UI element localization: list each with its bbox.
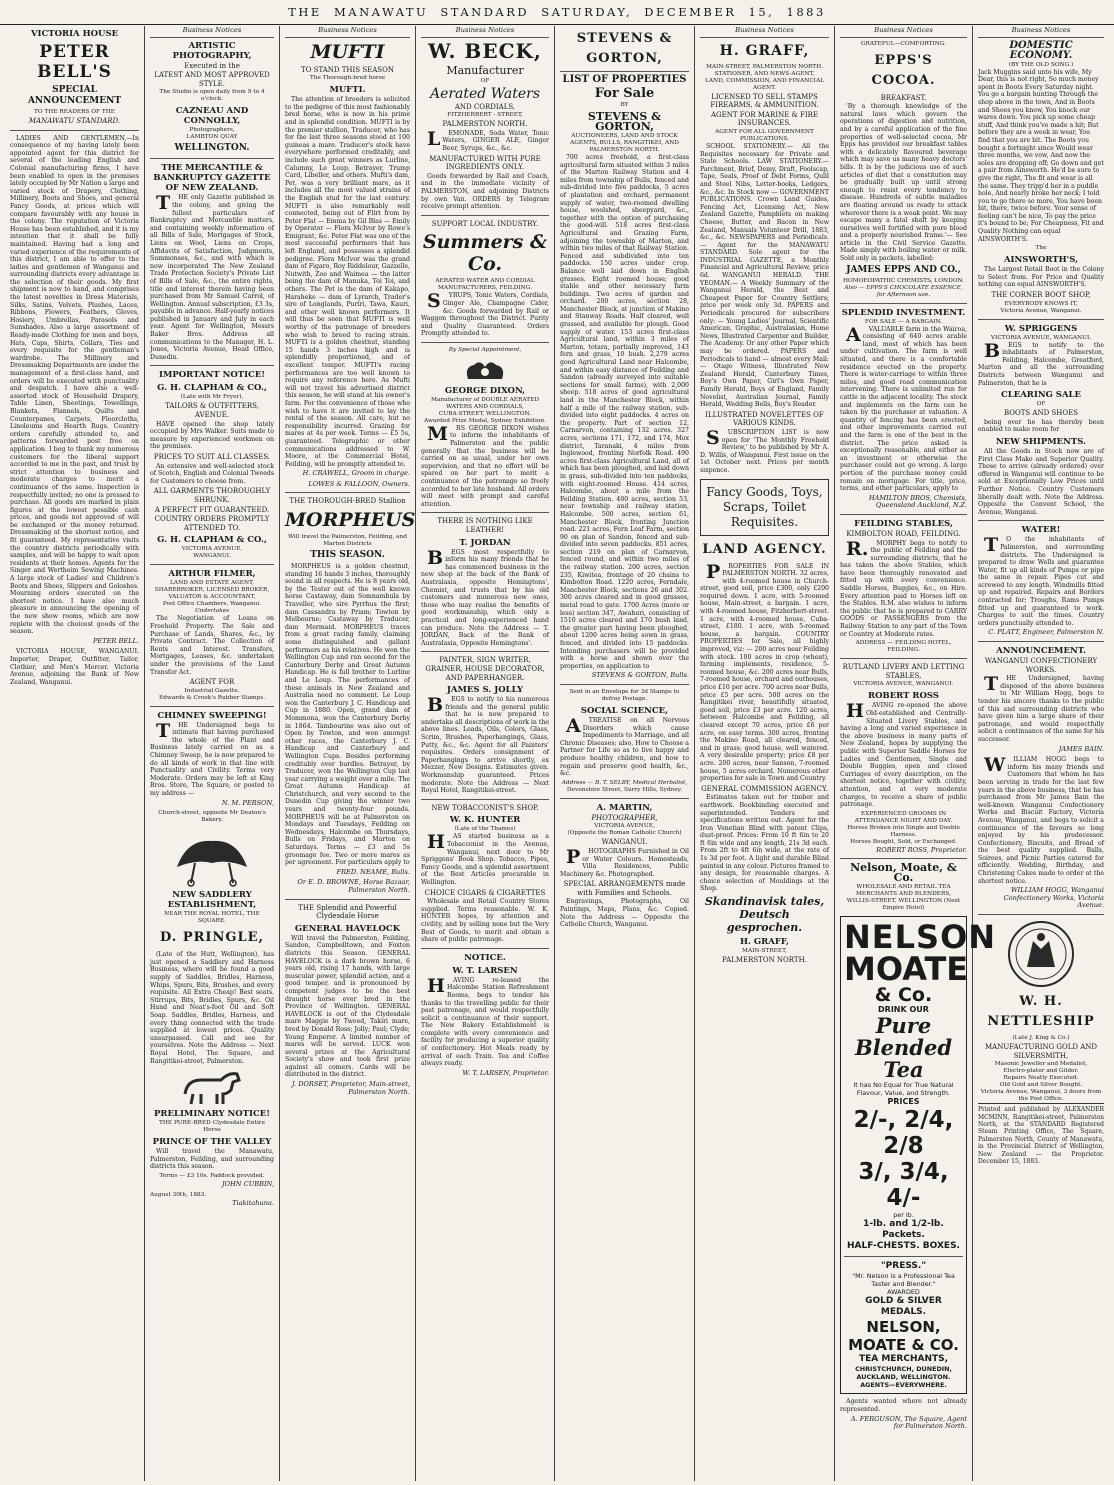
ad-body: HAVE opened the shop lately occupied by Mrs Walker. Suits made to measure by experienced workmen on the premises.	[150, 420, 274, 451]
ad-text: PHOTOGRAPHER,	[591, 813, 658, 822]
ad-text: THE Splendid and Powerful Clydesdale Horse	[298, 903, 397, 921]
column-2	[145, 26, 280, 1481]
morpheus-body: MORPHEUS is a golden chestnut, standing 16 hands 3 inches, thoroughly sound in all respects. He is 8 years old, by the Tester out of the well known horse Castaway, dam Somnambula by Traveller, who sire Pyrrhus the first; dam Cassandra by Priam; Towton by Melbourne; Castaway by Traducer, dam Mermaid. MORPHEUS traces from a great racing family, claiming some distinguished and gallant performers as his relatives. He won the Wellington Cup and ran second for the Canterbury Derby and Great Autumn Handicap. He is full brother to Lurline and Le Loup. The performances of these animals in New Zealand and Australia need no comment. Le Loup won the Canterbury J. C. Handicap and Cup in 1880. Open, grand dam of Mommona, won the Canterbury Derby in 1864. Tambourine was also out of Open by Towton, and won amongst other races, the Canterbury J. C. Handicap and Canterbury and Wellington Cups. Besides performing creditably over hurdles. Betrayer, by Traducer, won the Wellington Cup last year carrying a weight over a mile. The Great Autumn Handicap at Christchurch, and very second to the Dunedin Cup giving the winner two years and twenty-four pounds. MORPHEUS will be at Palmerston on Mondays and Tuesdays, Feilding on Wednesdays, Halcombe on Thursdays, Bulls on Fridays, and Marton on Saturdays. Terms — £3 and 5s groomage fee. Two or more mares as per agreement. For particulars apply to	[285, 563, 410, 867]
graff-title: H. GRAFF,	[719, 42, 810, 59]
splendid-investment-heading: SPLENDID INVESTMENT.	[841, 307, 966, 318]
ad-text: By Special Appointment,	[448, 346, 522, 353]
properties-list: 700 acres freehold, a first-class agricultural farm situated within 3 miles of the Marton Railway Station and 4 miles from township of Bulls, fenced and sub-divided into five paddocks, 5 acres of plantation and orchard, permanent supply of water, two-roomed dwelling house, woolshed, sheepyard, &c., together with the option of purchasing the good-will. 518 acres first-class Agricultural and Grazing Farm, adjoining the township of Marton, and within two miles of that Railway Station. Fenced and subdivided into ten paddocks. 150 acres under crop. Balance well laid down in English grasses. Eight roomed house; good stable and other necessary farm buildings. Two acres of garden and orchard. 200 acres, section 28, Manchester Block, at junction of Makino and Stanway Roads. Half cleared, well grassed, and available for plough. Good supply of water. 153 acres first-class Agricultural land, within 3 miles of Marton, totara, partially improved, 143 fern and grass, 10 bush. 2,279 acres good Agricultural Land near Halcombe, and within easy distance of Feilding and Sandon (already surveyed into suitable sections for small farms), with 2,000 sheep. 518 acres of good agricultural land in the Manchester Block, within half a mile of the railway station, sub-divided into eight paddocks. 4 acres on the property. Part of section 12, Carnarvon, containing 132 acres. 327 acres, sections 171, 172, and 174, Mox district, Taranaki, 4 miles from Inglewood, fronting Norfolk Road. 490 acres first-class Agricultural Land, all of which has been ploughed, and laid down in grass, sub-divided into ten paddocks, with eight-roomed House. 414 acres, Halcombe, about a mile from the Feilding Station. 400 acres, section 53, near township and railway station, Halcombe. 500 acres, section 61, Manchester Block, fronting Junction road. 221 acres, Fern Leaf Farm, section 90 on plan of Sandon, fenced and sub-divided into seven paddocks. 851 acres, section 219 on plan of Carnarvon, fenced round, and within two miles of the railway station. 200 acres, section 235, Kiwitea, frontage of 20 chains to Kimbolton Road. 1220 acres, Ferndale, Manchester Block, sections 26 and 302. 300 acres cleared and in good grasses, metal road to gate. 1700 Acres (more or less) section 347, Awahuri, consisting of 1510 acres cleared and 170 bush land, the greater part having been ploughed, about 1200 acres being sown in grass, fenced, and divided into 15 paddocks. Intending purchasers will be provided with a horse and shown over the properties, on application to	[560, 154, 689, 670]
ad-text: Awarded Prize Medal, Sydney Exhibition.	[424, 417, 546, 424]
mufti-title: MUFTI	[310, 40, 385, 63]
ad-body: An extensive and well-selected stock of Scotch, English and Colonial Tweeds for Customers to choose from.	[150, 462, 274, 485]
ad-text: KIMBOLTON ROAD, FEILDING.	[846, 529, 961, 538]
ad-body: (Late of the Hutt, Wellington), has just opened a Saddlery and Harness Business, where will be found a good supply of Saddles, Bridles, Harness, Whips, Spurs, Bits, Brushes, and every requisite. All Extra Cheap! Best seats. Stirrups, Bits, Bridles, Spurs, &c. Oil Hand and Neat's-foot Oil and Soft Soap. Saddles, Bridles, Harness, and every thing connected with the trade supplied at lowest prices. Quality unsurpassed. Call and see for yourselves. Note the Address — Next Royal Hotel, The Square, and Rangitikei-street, Palmerston.	[150, 951, 274, 1065]
ad-text: BREAKFAST.	[880, 93, 927, 102]
moate-logo: MOATE	[844, 950, 969, 989]
business-notices-label: Business Notices	[285, 26, 410, 38]
graff-body: SCHOOL STATIONERY.— All the Requisites necessary for Private and State Schools. LAW STATIONERY.— Parchment, Brief, Demy, Draft, Foolscap, Tape, Seals, Proof of Debt Forms, Quill and Steel Nibs, Letter-books, Ledgers, &c., &c. In Stock now — GOVERNMENT PUBLICATIONS. Crown Land Guides, Fencing Act, Licensing Act, New Zealand Gazette, Pamphlets on making Cheese, Butter, and Bacon in New Zealand, Manuals Volunteer Drill, 1883, &c., &c. NEWSPAPERS and Periodicals.— Agent for the MANAWATU STANDARD. Sole agent for the INDUSTRIAL GAZETTE, a Monthly Financial and Agricultural Review, price 6d. WANGANUI HERALD. THE YEOMAN.— A Weekly Summary of the Wanganui Herald, the Best and Cheapest Paper for Country Settlers; price per week only 3d. PAPERS and Periodicals procured for subscribers only: — Young Ladies' Journal, Scientific American, Graphic, Australasian, Home News, Illustrated Carpenter and Builder, The Academy. Or any other Paper which may be ordered. PAPERS and Periodicals to hand — almost every Mail: — Otago Witness, Illustrated New Zealand Herald, Canterbury Times, Boy's Own Paper, Girl's Own Paper, Family Herald, Boys of England, Family Novelist, Australian Journal, Family Herald, Wedding Bells, Boy's Reader.	[700, 142, 829, 409]
divider	[560, 684, 689, 685]
firm-name: T. JORDAN	[459, 537, 511, 548]
ad-body: R.MORPHY begs to notify to the public of Feilding and the surrounding districts, that he has taken the above Stables, which have been thoroughly renovated and fitted up with every convenience. Saddle Horses, Buggies, &c., on Hire. Every attention paid to Horses left on the Stables. R.M. also wishes to inform the public that he is prepared to CARRY GOODS or PASSENGERS from the Railway Station to any part of the Town or Country at Moderate rates.	[840, 537, 967, 638]
ad-text: BOOTS AND SHOES	[1003, 409, 1078, 418]
ad-text: Terms — £3 10s. Paddock provided.	[159, 1172, 265, 1179]
gazette-heading: THE MERCANTILE & BANKRUPTCY GAZETTE OF NEW ZEALAND.	[153, 163, 271, 194]
chimney-heading: CHIMNEY SWEEPING!	[157, 710, 267, 721]
ad-text: (Late J. King & Co.)	[1012, 1035, 1070, 1042]
stevens-gorton-title: STEVENS & GORTON,	[560, 29, 689, 72]
ad-text: LAND, COMMISSION, AND FINANCIAL AGENT.	[704, 77, 824, 91]
ad-text: TO STAND THIS SEASON	[301, 65, 394, 74]
ad-text: OF	[480, 77, 490, 84]
ad-text: Photographers,	[189, 127, 235, 134]
divider	[978, 520, 1104, 521]
land-agency-heading: LAND AGENCY.	[702, 541, 827, 557]
tea-prices-row-2: 3/, 3/4, 4/-	[858, 1159, 949, 1212]
ad-text: Manufacturer of DOUBLE AERATED WATERS AND CORDIALS,	[431, 396, 539, 410]
ad-body: PROPERTIES FOR SALE IN PALMERSTON NORTH. 32 acres, with 4-roomed house in Church-street, good soil, price £300, only £200 required down. 1 acre, with 5-roomed house, Main-street, a bargain. 1 acre, with 4-roomed house, Fitzherbert-street. 1 acre, with 4-roomed house, Cuba-street, £180. 1 acre, with 5-roomed house, a bargain. COUNTRY PROPERTIES for Sale, all highly improved, viz: — 200 acres near Feilding with stock. 100 acres in crop (wheat), farming implements, residence, 5-roomed house, &c. 200 acres near Bulls, 7-roomed house, orchard and outhouses, price £10 per acre. 700 acres near Bulls, price £5 per acre. 500 acres on the Rangitikei river, beautifully situated, good soil, price £3 per acre. 120 acres, between Halcombe and Feilding, all cleared except 70 acres, price £6 per acre, on easy terms. 300 acres, fronting the Makino Road, all cleared, fenced, and in grass; good house, well watered. A very desirable property; price £8 per acre. 200 acres, near Sanson, 7-roomed house, 5 acres orchard. Numerous other properties for sale in Town and Country.	[700, 560, 829, 783]
tea-prices-row-1: 2/-, 2/4, 2/8	[853, 1107, 954, 1160]
divider	[840, 658, 967, 659]
ad-body: PHOTOGRAPHS Furnished in Oil or Water Colours. Homesteads, Villa Residences, Public Machinery &c. Photographed.	[560, 845, 689, 878]
ad-text: VICTORIA AVENUE, WANGANUI.	[990, 334, 1092, 341]
ad-text: 1-lb. and 1/2-lb. Packets.	[863, 1219, 944, 1241]
firm-name: W. SPRIGGENS	[1004, 323, 1078, 334]
summers-title: Summers & Co.	[422, 231, 548, 276]
ad-text: MAIN-STREET,	[742, 948, 787, 955]
ad-signature: WILLIAM HOGG, Wanganui Confectionery Works, Victoria Avenue.	[1003, 886, 1104, 910]
firm-name: JAMES S. JOLLY	[446, 685, 524, 696]
jeweller-seal-icon	[1001, 919, 1081, 989]
ad-text: (Late of the Thames)	[454, 826, 516, 833]
paper-name: MANAWATU STANDARD.	[28, 117, 121, 125]
ad-body: SUBSCRIPTION LIST is now open for 'The Monthly Freehold Review,' to be published by Mr A. D. Willis, of Wanganui. First issue on the 1st October next. Prices per month sixpence.	[700, 426, 829, 474]
ad-text: The	[1035, 245, 1047, 252]
photography-heading: ARTISTIC PHOTOGRAPHY,	[172, 40, 252, 61]
ad-text: HOMOEOPATHIC CHEMISTS, LONDON.	[842, 277, 965, 284]
ad-signature: LOWES & FALLOON, Owners.	[308, 479, 410, 488]
nelson-moate-tea-ad	[840, 916, 997, 1394]
ad-text: Will travel the Palmerston, Feilding, and Marton Districts	[288, 534, 407, 548]
ad-text: TAILORS & OUTFITTERS, AVENUE.	[165, 402, 259, 420]
preliminary-notice-heading: PRELIMINARY NOTICE!	[154, 1109, 270, 1120]
nelson-moate-heading: Nelson, Moate, & Co.	[850, 861, 957, 885]
ad-text: SPECIAL ARRANGEMENTS made with Families and Schools.	[563, 880, 686, 897]
ad-text: MAIN-STREET, PALMERSTON NORTH.	[705, 63, 824, 70]
column-5	[555, 26, 695, 1481]
ad-text: (Opposite the Roman Catholic Church)	[567, 830, 682, 837]
divider	[840, 303, 967, 304]
fancy-goods-heading: Fancy Goods, Toys, Scraps, Toilet Requisites.	[706, 484, 823, 529]
ad-text: OF	[1036, 401, 1046, 408]
ad-text: THE CORNER BOOT SHOP,	[991, 291, 1091, 300]
notice-heading: NOTICE.	[464, 952, 506, 963]
ad-signature: A. FERGUSON, The Square, Agent for Palmerston North.	[850, 1414, 967, 1431]
peter-bell-signature: PETER BELL.	[92, 636, 139, 645]
ad-text: Horses Bought, Sold, or Exchanged.	[850, 838, 957, 845]
ad-text: Post Office Chambers, Wanganui.	[162, 601, 262, 608]
newspaper-columns	[5, 26, 1111, 1481]
nelson-logo: NELSON	[844, 918, 997, 957]
poem-body: Jack Muggins said unto his wife, My Dear, this is not right, So much money spent in Boots Every Saturday night. You go a bargain hunting Through the shop above in the town, And in Boots and Shoes you know, You knock our wares down. You pick up some cheap stuff, And think you've made a hit; But before they are a week in wear, You find that you are bit. The Boots you bought a fortnight since Would wear three months, we vow, And now the soles are dropping off; Go down and get a pair from Ainsworth. He'd be sure to give the right, The fit and wear is all the same. They tripp'd her in a puddle hole, And nearly broke her neck; I told you to go there so more, You have been bit, there, twice before. Your sense of feeling can't be nice, To pay the price it's bound to be; For Cheapness, Fit and Quality Nothing can equal AINSWORTH'S.	[978, 68, 1104, 243]
ad-body: Estimates taken out for timber and earthwork. Bookbinding executed and superintended. Tenders and specifications written out. Agent for the Iron Venetian Blind with patent Clips, dust-proof. Prices: From 10 ft 6in to 20 ft 6in wide and any length, 21s 3d each. From 2ft to 4ft 6in wide, at the rate of 1s 3d per foot. A light and durable Blind painted in any colour. Pictures framed to any design, for reasonable charges. A choice selection of Mouldings at the Shop.	[700, 794, 829, 893]
ad-text: CHRISTCHURCH, DUNEDIN, AUCKLAND, WELLINGTON.	[855, 1365, 952, 1382]
ad-text: NEW TOBACCONIST'S SHOP.	[431, 803, 539, 812]
divider	[10, 130, 139, 131]
ad-text: MANUFACTURED WITH PURE INGREDIENTS ONLY.	[429, 154, 541, 172]
divider	[421, 512, 549, 513]
column-8	[973, 26, 1109, 1481]
ad-text: PALMERSTON NORTH.	[442, 120, 528, 129]
column-7	[835, 26, 997, 1481]
ad-body: HAS started business as a Tobacconist in the Avenue, Wanganui, next door to Mr Spriggens' Book Shop. Tobacco, Pipes, Fancy Goods, and a splendid assortment of the Best Articles procurable in Wellington.	[421, 831, 549, 886]
saddle-illustration-icon	[167, 827, 257, 887]
ad-text: ADDRESS — FEILDING HOTEL, FEILDING.	[855, 640, 952, 654]
important-notice-heading: IMPORTANT NOTICE!	[158, 370, 266, 381]
divider	[150, 365, 274, 366]
ad-text: Manufacturer	[446, 63, 524, 77]
feilding-stables-heading: FEILDING STABLES,	[854, 518, 953, 529]
mufti-body: The attention of breeders is solicited to the pedigree of this most fashionably bred horse, who is now in his prime and in splendid condition. MUFTI is by the premier stallion, Traducer, who has for the last three seasons stood at 100 guineas a mare. Traducer's stock have everywhere performed creditably, and include such great winners as Lurline, Calumny, Le Loup, Betrayer, Trump Card, Libeller, and others. Mufti's dam, Pet, was a very brilliant mare, as it includes all the most valued strains of the English stud for the last century. MUFTI is also remarkably well connected, being out of Flirt from by Peter Flat — Emma by Gil Blas — Emily by Operator — Flora McIvor by Rowe's Emigrant, &c. Peter Flat was one of the most successful performers that has left England, and possesses a splendid pedigree. Flora McIvor was the grand dam of Figaro, Roy Riddelour, Gazzelle, Nutwith, Zoe and Waimea — the latter being the dam of Manuka, Toi Toi, and others. The Pet is the dam of Kakapo, Haraheke — dam of Lyrarch, Trader's sire of Longlands, Puriri, Tawa, Kauri, and other well known performers. It will thus be seen that MUFTI is well worthy of the patronage of breeders who wish to breed to racing strain. MUFTI is a golden chestnut, standing 15 hands 3 inches high and is splendidly proportioned, and of excellent temper. MUFTI's racing performances are too well known to require any reference here. As Mufti will not travel his advertised district this season, he will stand at his owner's farm. For the convenience of those who wish to have it are invited to lay the rental of the season. All care, but no responsibility incurred. Grazing for mares at 4s per week. Terms — £5 5s, guaranteed. Telegraphic or other communications addressed to W. Moore, at the Commercial Hotel, Feilding, will be promptly attended to.	[285, 96, 410, 468]
ad-text: Edwards & Crook's Rubber Stamps.	[158, 694, 266, 701]
ad-body: BEGS to notify to the inhabitants of Palmerston, Feilding, Halcombe, Greatford, Marton and all the surrounding Districts between Wanganui and Palmerston, that he is	[978, 339, 1104, 387]
horse-name: PRINCE OF THE VALLEY	[152, 1137, 272, 1148]
ad-text: GRATEFUL—COMFORTING.	[860, 40, 947, 47]
business-notices-label: Business Notices	[978, 26, 1104, 38]
ad-body: WILLIAM HOGG begs to inform his many friends and Customers that whom he has been serving in trade for the last few years in the above business, that he has purchased from Mr James Bain the well-known Wanganui Confectionery Works and Biscuit Factory, Victoria Avenue, Wanganui, and begs to solicit a continuance of the favours so long enjoyed by his predecessor. Confectionery, Biscuits, and Bread of the best quality supplied. Balls, Soirees, and Picnic Parties catered for efficiently. Wedding, Birthday, and Christening Cakes made to order at the shortest notice.	[978, 754, 1104, 885]
ad-body: BEGS to notify to his numerous friends and the general public that he is now prepared to undertake all descriptions of work in the above lines. Leads, Oils, Colors, Glass, Scrim, Brushes, Paperhangings, Glass, Putty, &c., &c. Agent for all Painters' requisites. Orders consignment of Paperhangings to arrive shortly, ex Mezzer, New Designs. Estimates given. Workmanship guaranteed. Prices moderate. Note the Address — Next Royal Hotel, Rangitikei-street.	[421, 694, 549, 795]
ad-body: ATREATISE on all Nervous Disorders which cause Impediments to Marriage, and all Chronic Diseases; also, How to Choose a Partner for Life so as to live happy and produce healthy children, and how to regain and preserve good health, &c., &c.	[560, 714, 689, 778]
business-notices-label: Business Notices	[840, 26, 967, 38]
ad-text: Undertakes	[194, 608, 230, 615]
divider	[421, 215, 549, 216]
ad-text: Church-street, opposite Mr Deaton's Bakery.	[158, 810, 266, 824]
ad-body: Wholesale and Retail Country Stores supplied. Terms reasonable. W. K. HUNTER hopes, by attention and civility, and by selling none but the Very Best of Goods, to merit and obtain a share of public patronage.	[421, 898, 549, 944]
ad-text: TEA MERCHANTS,	[858, 1354, 949, 1365]
ad-body: AVALUABLE farm in the Wairoa, consisting of 640 acres arable land, most of which has been under cultivation. The farm is well situated, and there is a comfortable residence erected on the property. There is water-carriage to within three miles, and good road communication intervening. There is unlimited run for cattle in the adjacent locality. The stock and implements on the farm can be taken by the purchaser at valuation. A quantity of fencing has been erected, and other improvements carried out and the farm is one of the best in the district. The price asked is exceptionally reasonable, and either as an investment or otherwise the purchaser could not go wrong. A large portion of the purchase money could remain on mortgage. For title, price, terms, and other particulars, apply to	[840, 323, 967, 493]
horse-illustration-icon	[177, 1068, 247, 1106]
ad-text: ALL GARMENTS THOROUGHLY SHRUNK.	[153, 487, 271, 504]
ad-text: GOLD & SILVER MEDALS.	[865, 1296, 942, 1318]
ad-text: BY	[620, 102, 629, 108]
divider	[285, 899, 410, 900]
ad-text: RUTLAND LIVERY AND LETTING STABLES,	[842, 663, 965, 680]
ad-text: Masonic Jeweller and Medalist,	[994, 1061, 1088, 1068]
ad-text: WANGANUI.	[193, 553, 231, 560]
nelson-moate-logo-2: NELSON, MOATE & CO.	[848, 1318, 959, 1355]
printer-imprint: Printed and published by ALEXANDER MCMINN, Rangitikei-street, Palmerston North, at the STANDARD Registered Steam Printing Office, The Square, Palmerston North, County of Manawatu, in the Provincial District of Wellington, New Zealand — the Proprietor. December 15, 1883.	[978, 1103, 1104, 1165]
ad-body: BEGS most respectfully to inform his many friends that he has commenced business in the new shop at the back of the Bank of Australasia, opposite Hemingtons', Chemist, and trusts that by his old customers and numerous new ones, those who may realise the benefits of good workmanship, which only a practical and long-experienced hand can produce. Note the Address — T. JORDAN, Back of the Bank of Australasia, Opposite Hemingtons'.	[421, 546, 549, 647]
ad-signature: Or E. D. BROWNE, Horse Bazaar, Palmerston North.	[297, 878, 410, 894]
ad-text: AGENT FOR ALL GOVERNMENT PUBLICATIONS.	[715, 128, 814, 142]
divider	[844, 1256, 963, 1257]
ad-body: THE Undersigned begs to intimate that having purchased the whole of the Plant and Business lately carried on as a Chimney Sweep, he is now prepared to do all kinds of work in that line with Punctuality and Civility. Terms very Moderate. Orders may be left at King Bros. Store, The Square, or posted to my address —	[150, 719, 274, 798]
ad-text: Devonshire Street, Surry Hills, Sydney.	[566, 786, 683, 793]
ad-text: "Mr. Nelson is a Professional Tea Taster and Blender."	[852, 1272, 955, 1289]
havelock-title: GENERAL HAVELOCK	[294, 923, 401, 934]
ad-text: Address — B. T. SELBY, Medical Herbalist,	[561, 779, 688, 786]
ad-text: WILLIS-STREET, WELLINGTON (Next Empire Hotel)	[846, 898, 961, 912]
firm-name: W. K. HUNTER	[449, 815, 521, 826]
ad-text: ILLUSTRATED NOVELETTES OF VARIOUS KINDS.	[705, 410, 824, 428]
ad-body: Agents wanted where not already represented.	[840, 1398, 967, 1413]
firm-name: G. H. CLAPHAM & CO.,	[157, 383, 267, 394]
ad-body: Goods forwarded by Rail and Coach, and in the immediate vicinity of PALMERSTON, and adjoining Districts by own Van. ORDERS by Telegram receive prompt attention.	[421, 172, 549, 211]
firm-name: AINSWORTH'S,	[1003, 255, 1079, 266]
ad-text: Victoria Avenue, Wanganui, 3 doors from the Post Office.	[980, 1089, 1102, 1103]
ad-text: PAINTER, SIGN WRITER, GRAINER, HOUSE DECORATOR, AND PAPERHANGER.	[425, 656, 545, 682]
ad-text: EXPERIENCED GROOMS IN ATTENDANCE NIGHT AND DAY.	[854, 810, 953, 824]
ad-text: LATEST AND MOST APPROVED STYLE.	[154, 71, 270, 88]
ad-text: Executed in the	[184, 61, 240, 70]
ad-text: DRINK OUR	[878, 1005, 929, 1015]
ad-body: All the Goods in Stock now are of First Class Make and Superior Quality. Those to arrive (already ordered) over offered in Wanganui will continue to be sold at Exceptionally Low Prices until Further Notice. Country Customers liberally dealt with. Note the Address. Opposite the Convent School, the Avenue, Wanganui.	[978, 447, 1104, 516]
ad-text: It has No Equal for True Natural Flavour, Value, and Strength.	[853, 1081, 954, 1098]
divider	[421, 651, 549, 652]
divider	[840, 858, 967, 859]
ad-signature: STEVENS & GORTON, Bulls.	[591, 671, 689, 680]
morpheus-title: MORPHEUS	[285, 509, 416, 532]
ad-text: LICENSED TO SELL STAMPS FIREARMS, & AMMUNITION.	[710, 92, 819, 110]
ad-text: AUCTIONEERS, LAND AND STOCK AGENTS, BULLS, RANGITIKEI, AND PALMERSTON NORTH.	[570, 133, 679, 153]
ad-text: VICTORIA AVENUE,	[594, 823, 655, 830]
ad-text: NEAR THE ROYAL HOTEL, THE SQUARE.	[164, 911, 260, 925]
nettleship-title: W. H. NETTLESHIP	[987, 994, 1095, 1030]
firm-name: CAZNEAU AND CONNOLLY,	[175, 106, 249, 127]
ad-signature: N. M. PERSON,	[221, 798, 274, 807]
new-shipments-heading: NEW SHIPMENTS.	[995, 436, 1087, 447]
victoria-house-heading: VICTORIA HOUSE	[30, 29, 119, 39]
column-6	[695, 26, 835, 1481]
ad-body: HAVING re-leased the Halcombe Station Refreshment Rooms, begs to tender his thanks to the travelling public for their past patronage, and would respectfully solicit a continuance of their support. The New Bakery Establishment is complete with every convenience and facility for producing a superior quality of confectionery. Hot Meals ready by arrival of each Train. Tea and Coffee always ready.	[421, 974, 549, 1068]
firm-name: ARTHUR FILMER,	[168, 569, 256, 580]
ad-body: The Largest Retail Boot in the Colony to Select from. For Price and Quality nothing can equal AINSWORTH'S.	[978, 266, 1104, 289]
ad-text: HALF-CHESTS. BOXES.	[847, 1241, 960, 1252]
ad-text: Repairs Neatly Executed.	[1003, 1075, 1079, 1082]
ad-text: VICTORIA AVENUE, WANGANUI.	[853, 681, 954, 688]
business-notices-label: Business Notices	[700, 26, 829, 38]
ad-text: VICTORIA AVENUE,	[181, 546, 243, 553]
firm-name: D. PRINGLE,	[159, 930, 265, 946]
ad-signature: ROBERT ROSS, Proprietor.	[876, 845, 967, 854]
readers-line: TO THE READERS OF THE	[33, 109, 116, 115]
ad-text: THERE IS NOTHING LIKE LEATHER!	[437, 517, 533, 534]
divider	[978, 641, 1104, 642]
ad-body: Engravings, Photographs, Oil Paintings, Maps, Plans, &c. Copied. Note the Address — Opposite the Catholic Church, Wanganui.	[560, 898, 689, 929]
firm-name: GEORGE DIXON,	[444, 385, 526, 396]
ad-signature: FRED. NEAME, Bulls.	[336, 867, 410, 876]
epps-cocoa-title: EPPS'S COCOA.	[871, 52, 936, 88]
ad-text: JAMES EPPS AND CO.,	[846, 264, 961, 275]
ad-date: August 30th, 1883.	[150, 1191, 207, 1198]
social-science-heading: SOCIAL SCIENCE,	[580, 705, 669, 716]
ad-text: SUPPORT LOCAL INDUSTRY.	[431, 219, 539, 228]
ad-text: WELLINGTON.	[174, 143, 250, 154]
ad-signature: C. PLATT, Engineer, Palmerston N.	[988, 628, 1104, 637]
column-1	[5, 26, 145, 1481]
ad-signature: W. T. LARSEN, Proprietor.	[462, 1068, 549, 1077]
divider	[150, 158, 274, 159]
ad-text: Horses Broken into Single and Double Harness.	[847, 824, 960, 838]
divider	[560, 798, 689, 799]
ad-signature: JOHN CUBBIN,	[221, 1179, 274, 1188]
ad-body: TO the inhabitants of Palmerston, and surrounding districts. The Undersigned is prepared to draw Wells and guarantee Water, fit up all kinds of Pumps or pipe the same in repair. Pipes cut and screwed to any length. Windmills fitted up and repaired. Repairs and Borders contracted for; Troughs, Rams Pumps fitted up and guaranteed to work. Charges to suit the times. Country orders punctually attended to.	[978, 534, 1104, 627]
gazette-body: THE only Gazette published in the colony, and giving the fullest particulars of Bankruptcy and Mercantile matters, and containing weekly information of all Bills of Sale, Mortgages of Stock, Liens on Wool, Liens on Crops, Affidavits of Satisfaction, Judgments, Summonses, &c., and with which is now incorporated The New Zealand Trade Protection Society's Private List of Bills of Sale, &c., the entire rights, title and interest therein having been purchased from Mr Samuel Carrol, of Wellington. Annual subscription, £3 3s, payable in advance. Half-yearly notices published in January and July in each year. Agent for Wellington, Messrs Baker Bros. Address all communications to the Manager, H. L. Jones, Victoria Avenue, Head Office, Dunedin.	[150, 192, 274, 361]
divider	[978, 914, 1104, 915]
ad-text: WANGANUI.	[601, 838, 648, 847]
ad-body: THE Undersigned, having disposed of the above business to Mr William Hogg, begs to tender his sincere thanks to the public of this and surrounding districts who have given him a large share of their patronage, and would respectfully solicit a continuance of the same for his successor.	[978, 673, 1104, 743]
ad-text: AGENTS—EVERYWHERE.	[860, 1381, 947, 1390]
divider	[840, 514, 967, 515]
ad-text: "PRESS."	[880, 1261, 927, 1272]
peter-bell-title: PETER BELL'S	[37, 42, 112, 82]
fancy-goods-box	[700, 479, 829, 536]
ad-text: WHOLESALE AND RETAIL TEA MERCHANTS AND BLENDERS,	[856, 884, 951, 898]
ad-text: Victoria Avenue, Wanganui.	[1000, 307, 1082, 314]
firm-name: STEVENS & GORTON,	[587, 110, 662, 133]
co-logo: & Co.	[874, 984, 933, 1007]
ad-signature: HAMILTON BROS, Chemists, Queensland Auckland, N.Z.	[868, 493, 967, 510]
ad-body: LEMONADE, Soda Water, Tonic Waters, GINGER ALE, Ginger Beer, Syrups, &c., &c.	[427, 127, 549, 152]
saddlery-heading: NEW SADDLERY ESTABLISHMENT,	[167, 890, 257, 911]
ad-text: FITZHERBERT - STREET,	[447, 112, 523, 119]
firm-name: W. T. LARSEN	[452, 965, 518, 976]
ad-text: COUNTRY ORDERS PROMPTLY ATTENDED TO.	[154, 515, 270, 532]
beck-title: W. BECK,	[428, 38, 542, 63]
domestic-economy-heading: DOMESTIC ECONOMY.	[1009, 39, 1073, 61]
masthead: THE MANAWATU STANDARD SATURDAY, DECEMBER 15, 1883	[0, 0, 1114, 25]
ad-signature: JAMES BAIN.	[1058, 744, 1104, 753]
firm-name: ROBERT ROSS	[868, 691, 939, 702]
ad-signature: J. DORSET, Proprietor, Main-street, Palmerston North.	[291, 1080, 410, 1096]
clearing-sale-heading: CLEARING SALE	[1000, 390, 1082, 401]
ad-text: PRICES	[887, 1097, 920, 1107]
ad-text: A PERFECT FIT GUARANTEED.	[154, 505, 270, 514]
royal-crest-icon	[460, 357, 510, 383]
ad-text: AGENT FOR MARINE & FIRE INSURANCES.	[710, 110, 819, 128]
ad-body: SYRUPS, Tonic Waters, Cordials, Ginger Ale, Champagne Cider, &c. Goods forwarded by Rail or Waggon throughout the District. Purity and Quality Guaranteed. Orders Promptly attended to.	[421, 290, 549, 338]
ad-text: Skandinavisk tales, Deutsch gesprochen.	[704, 895, 825, 935]
divider	[421, 342, 549, 343]
divider	[150, 706, 274, 707]
ad-body: Will travel the Manawatu, Palmerston, Feilding, and surrounding districts this season.	[150, 1148, 274, 1171]
list-of-properties-heading: LIST OF PROPERTIES	[562, 74, 687, 85]
ad-body: MRS GEORGE DIXON wishes to inform the inhabitants of Palmerston and the public generally that the business will be carried on as usual, under her own supervision, and that no effort will be spared on her part to merit a continuance of the patronage so freely accorded to her late husband. All orders will meet with prompt and careful attention.	[421, 422, 549, 508]
ad-body: being over he has thereby been enabled to make room for	[978, 418, 1104, 434]
ad-text: AND CORDIALS,	[454, 102, 516, 111]
ad-text: MANUFACTURING GOLD AND SILVERSMITH,	[984, 1043, 1098, 1060]
ad-text: For Sale	[594, 86, 655, 101]
ad-text: The Thorough-bred horse	[309, 75, 386, 82]
ad-text: Old Gold and Silver Bought.	[999, 1082, 1083, 1089]
ad-text: EVERYBODY KNOWS IT,	[1004, 300, 1078, 307]
column-4	[416, 26, 555, 1481]
horse-name: MUFTI.	[329, 85, 366, 96]
ad-body: HAVING re-opened the above Old-established and Centrally-Situated Livery Stables, and having a long and varied experience in the above business in many parts of New Zealand, hopes by supplying the public with Superior Saddle Horses for Ladies and Gentlemen, Single and Double Buggies, open and closed Carriages of every description, on the shortest notice, together with civility, attention, and at very moderate charges, to receive a share of public patronage.	[840, 700, 967, 809]
ad-text: LAMBTON QUAY	[186, 134, 238, 141]
firm-name: G. H. CLAPHAM & CO.,	[157, 535, 267, 546]
ad-text: AERATED WATER AND CORDIAL MANUFACTURERS, FEILDING.	[435, 278, 535, 292]
announcement-heading: ANNOUNCEMENT.	[996, 646, 1086, 657]
ad-text: Also — EPPS'S CHOCOLATE ESSENCE, for Afternoon use.	[844, 284, 963, 298]
column-3	[280, 26, 416, 1481]
divider	[421, 799, 549, 800]
ad-text: Sent in an Envelope for 3d Stamps to defray Postage.	[569, 688, 680, 702]
epps-body: 'By a thorough knowledge of the natural laws which govern the operations of digestion and nutrition, and by a careful application of the fine properties of well-selected cocoa, Mr Epps has provided our breakfast tables with a delicately flavoured beverage which may save us many heavy doctors' bills. It is by the judicious use of such articles of diet that a constitution may be gradually built up until strong enough to resist every tendency to disease. Hundreds of subtle maladies are floating around us ready to attack wherever there is a weak point. We may escape many a fatal shaft by keeping ourselves well fortified with pure blood and a properly nourished frame.'— See article in the Civil Service Gazette. Made simply with boiling water or milk. Sold only in packets, labelled:	[840, 103, 967, 263]
divider	[421, 948, 549, 949]
ad-text: CUBA-STREET, WELLINGTON.	[438, 410, 532, 417]
ad-text: THE PURE-BRED Clydesdale Entire Horse	[158, 1120, 265, 1134]
ad-text: THE THOROUGH-BRED Stallion	[289, 497, 406, 506]
ad-body: The Negotiation of Loans on Freehold Property. The Sale and Purchase of Lands, Shares, &c., by Private Contract. The Collection of Rents and Interest. Transfers, Mortgages, Leases, &c. undertaken under the provisions of the Land Transfer Act.	[150, 615, 274, 676]
business-notices-label: Business Notices	[421, 26, 549, 38]
ad-text: PALMERSTON NORTH.	[722, 956, 807, 965]
ad-text: GENERAL COMMISSION AGENCY.	[701, 784, 828, 793]
ad-text: Electro-plater and Gilder.	[1003, 1068, 1079, 1075]
special-announcement: SPECIAL ANNOUNCEMENT	[27, 85, 122, 106]
ad-text: STATIONER, AND NEWS-AGENT,	[714, 70, 815, 77]
pure-blended-tea-title: Pure Blended Tea	[854, 1013, 953, 1083]
firm-name: H. GRAFF,	[739, 937, 790, 948]
ad-text: (Late with Mr Fryer),	[180, 394, 244, 401]
divider	[978, 319, 1104, 320]
ad-text: CHOICE CIGARS & CIGARETTES	[424, 888, 546, 897]
ad-text: AGENT FOR	[189, 678, 235, 687]
havelock-body: Will travel the Palmerston, Feilding, Sandon, Campbelltown, and Foxton districts this Season. GENERAL HAVELOCK is a dark brown horse, 6 years old, rising 17 hands, with large muscular power, splendid action, and a good temper, and is pronounced by competent judges to be the best draught horse ever bred in the Province of Wellington. GENERAL HAVELOCK is out of the Clydesdale mare Maggie by Tweed, Takiri mare, bred by Donald Ross; Jolly; Paul; Clyde; Young Emperor. A limited number of mares will be served. LUCK won several prizes at the Agricultural Society's show and took first prize against all comers. Cards will be distributed in the district.	[285, 934, 410, 1079]
ad-text: Industrial Gazette.	[184, 687, 240, 694]
ad-text: THIS SEASON.	[310, 550, 385, 561]
ad-signature: H. CRAWELL, Groom in charge.	[302, 469, 410, 478]
ad-text: (BY THE OLD SONG.)	[1008, 61, 1074, 68]
ad-text: Tiakitahuna.	[232, 1198, 274, 1207]
peter-bell-body: LADIES AND GENTLEMEN,—In consequence of my having lately been appointed agent for this district for several of the leading English and Colonial manufacturing firms, I have been enabled to open in the premises lately occupied by Mr Nation a large and varied stock of Drapery, Clothing, Millinery, Boots and Shoes, and general Fancy Goods, at prices which will compare favourably with any house in the colony. The reputation of Victoria House has been established, and it is my intention that it shall be fully maintained. Having had a long and varied experience of the requirements of this district, I am able to offer to the ladies and gentlemen of Wanganui and surrounding districts every advantage in the selection of their goods. My first shipment is now to hand, and comprises the latest novelties in Dress Materials, Silks, Satins, Velvets, Plushes, Laces, Ribbons, Flowers, Feathers, Gloves, Hosiery, Umbrellas, Parasols and Sunshades. Also a large assortment of Ready-made Clothing for men and boys, Hats, Caps, Shirts, Collars, Ties and every requisite for the gentleman's wardrobe. The Millinery and Dressmaking Departments are under the management of a first-class hand, and orders will be executed with punctuality and despatch. I have also a well-assorted stock of Household Drapery, Table Linen, Sheetings, Towellings, Blankets, Flannels, Quilts and Counterpanes, Carpets, Floorcloths, Linoleums and Hearth Rugs. Country orders carefully attended to, and patterns forwarded post free on application. I beg to thank my numerous customers for the liberal support accorded to me in the past, and trust by strict attention to business and moderate charges to merit a continuance of the same. Inspection is respectfully invited; no one is pressed to purchase. All goods are marked in plain figures at the lowest possible cash prices, and goods not approved of will be exchanged or the money returned. Dressmaking at the shortest notice, and fit guaranteed. My representative visits the country districts periodically with samples, and will be happy to wait upon residents at their homes. Agents for the Singer and Wertheim Sewing Machines. A large stock of Ladies' and Children's Boots and Shoes, Slippers and Goloshes. Mourning orders executed on the shortest notice. I have also much pleasure in announcing the opening of the new show rooms, which are now replete with the choicest goods of the season.	[10, 134, 139, 636]
ad-text: per lb.	[893, 1211, 914, 1220]
divider	[150, 564, 274, 565]
divider	[285, 492, 410, 493]
business-notices-label: Business Notices	[150, 26, 274, 38]
ad-text: LAND AND ESTATE AGENT, SHAREBROKER, LICENSED BROKER, VALUATOR & ACCOUNTANT,	[154, 580, 270, 601]
firm-name: A. MARTIN,	[596, 802, 653, 813]
water-heading: WATER!	[1021, 525, 1061, 536]
ad-text: PRICES TO SUIT ALL CLASSES.	[153, 453, 271, 461]
ad-text: WANGANUI CONFECTIONERY WORKS.	[984, 657, 1098, 674]
peter-bell-footer: VICTORIA HOUSE, WANGANUI. Importer, Draper, Outfitter, Tailor, Clothier, and Men's Mercer. Victoria Avenue, adjoining the Bank of New Zealand, Wanganui.	[10, 648, 139, 686]
ad-text: FOR SALE — A BARGAIN.	[864, 318, 943, 325]
ad-text: Aerated Waters	[429, 85, 541, 102]
ad-text: AWARDED	[887, 1288, 920, 1297]
ad-text: The Studio is open daily from 9 to 4 o'clock.	[159, 89, 265, 103]
